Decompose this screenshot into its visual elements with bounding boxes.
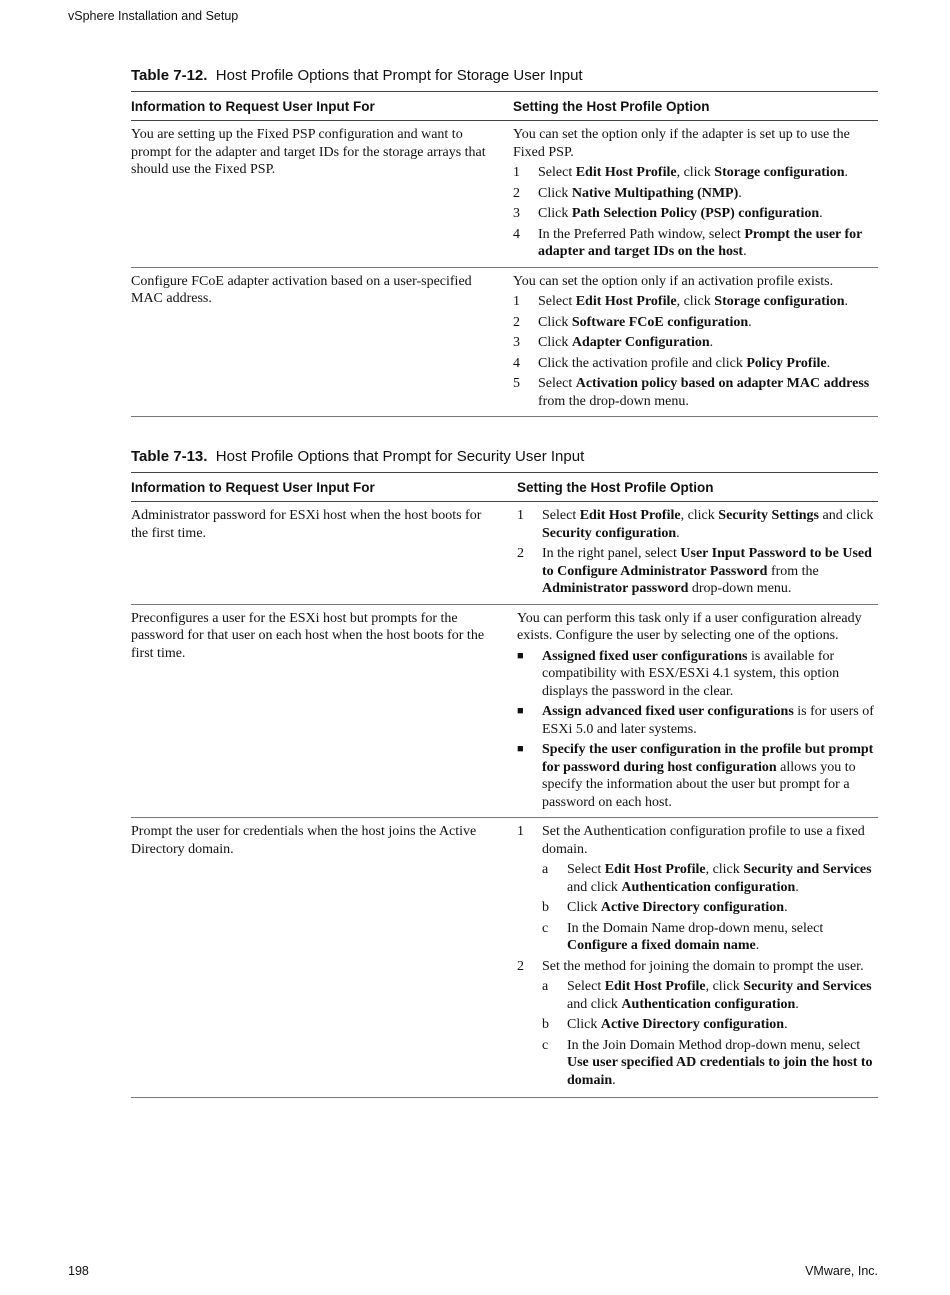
info-cell: Prompt the user for credentials when the host joins the Active Directory domain. <box>131 824 477 857</box>
substep-item: b Click Active Directory configuration. <box>542 900 788 915</box>
step-item: 1 Select Edit Host Profile, click Storage configuration. <box>513 165 849 180</box>
setting-intro: You can perform this task only if a user configuration already exists. Configure the user by selecting one of the options. <box>517 610 862 643</box>
step-item: 2 Click Native Multipathing (NMP). <box>513 185 742 201</box>
table-title: Host Profile Options that Prompt for Storage User Input <box>215 67 583 84</box>
step-item: 4 Click the activation profile and click Policy Profile. <box>513 355 831 371</box>
table-row <box>131 121 878 268</box>
table-caption <box>131 448 878 466</box>
substep-item: c In the Join Domain Method drop-down menu, select Use user specified AD credentials to join the host to domain. <box>542 1037 873 1088</box>
table-7-13 <box>131 448 878 1098</box>
step-item: 5 Select Activation policy based on adapter MAC address from the drop-down menu. <box>513 376 870 409</box>
table-row <box>131 818 878 1098</box>
substep-item: a Select Edit Host Profile, click Security and Services and click Authentication configuration. <box>542 979 872 1012</box>
step-item: 3 Click Path Selection Policy (PSP) configuration. <box>513 206 823 221</box>
setting-intro: You can set the option only if an activation profile exists. <box>513 273 834 289</box>
setting-intro: You can set the option only if the adapter is set up to use the Fixed PSP. <box>513 127 850 160</box>
table-title: Host Profile Options that Prompt for Security User Input <box>215 448 585 465</box>
list-item: ■ Specify the user configuration in the profile but prompt for password during host configuration allows you to specify the information about the user but prompt for a password on each host. <box>517 742 874 810</box>
list-item: ■ Assigned fixed user configurations is available for compatibility with ESX/ESXi 4.1 system, this option displays the password in the clear. <box>517 648 840 699</box>
substep-item: c In the Domain Name drop-down menu, select Configure a fixed domain name. <box>542 920 824 953</box>
square-bullet-icon: ■ <box>517 649 524 662</box>
substep-item: b Click Active Directory configuration. <box>542 1017 788 1032</box>
step-item: 2 Click Software FCoE configuration. <box>513 314 752 330</box>
table-row <box>131 268 878 418</box>
substep-item: a Select Edit Host Profile, click Security and Services and click Authentication configuration. <box>542 862 872 895</box>
setting-cell <box>517 823 878 1089</box>
setting-cell <box>513 273 878 411</box>
square-bullet-icon: ■ <box>517 705 524 717</box>
step-item: 2 Set the method for joining the domain to prompt the user. a Select Edit Host Profile, click Security and Services and click Authentication configuration. b Click Active Directory configuration. c In the Join Domain Method drop-down menu, select Use user specified AD credentials to join the host to domain. <box>517 958 878 1090</box>
step-item: 4 In the Preferred Path window, select Prompt the user for adapter and target IDs on the host. <box>513 226 863 259</box>
info-cell: Preconfigures a user for the ESXi host but prompts for the password for that user on each host when the host boots for the first time. <box>131 610 485 661</box>
square-bullet-icon: ■ <box>517 743 524 755</box>
table-label: Table 7-13. <box>131 448 208 465</box>
table-row <box>131 605 878 819</box>
info-cell: Configure FCoE adapter activation based on a user-specified MAC address. <box>131 273 472 306</box>
footer-company: VMware, Inc. <box>805 1264 878 1278</box>
table-header-row <box>131 91 878 121</box>
table-caption <box>131 67 878 85</box>
column-header-info: Information to Request User Input For <box>131 479 375 495</box>
column-header-setting: Setting the Host Profile Option <box>513 98 710 114</box>
info-cell: You are setting up the Fixed PSP configuration and want to prompt for the adapter and target IDs for the storage arrays that should use the Fixed PSP. <box>131 127 486 177</box>
table-label: Table 7-12. <box>131 67 208 84</box>
step-item: 1 Select Edit Host Profile, click Security Settings and click Security configuration. <box>517 508 874 541</box>
table-header-row <box>131 472 878 502</box>
step-item: 1 Set the Authentication configuration profile to use a fixed domain. a Select Edit Host Profile, click Security and Services and click Authentication configuration. b Click Active Directory configuration. c In the Domain Name drop-down menu, select Configure a fixed domain name. <box>517 823 878 955</box>
table-7-12 <box>131 67 878 417</box>
column-header-info: Information to Request User Input For <box>131 98 375 114</box>
setting-cell <box>517 610 878 812</box>
step-item: 3 Click Adapter Configuration. <box>513 335 714 350</box>
info-cell: Administrator password for ESXi host when the host boots for the first time. <box>131 508 482 541</box>
table-row <box>131 502 878 605</box>
setting-cell <box>517 507 878 598</box>
column-header-setting: Setting the Host Profile Option <box>517 479 714 495</box>
setting-cell <box>513 126 878 261</box>
list-item: ■ Assign advanced fixed user configurations is for users of ESXi 5.0 and later systems. <box>517 704 874 737</box>
running-header: vSphere Installation and Setup <box>68 9 239 23</box>
page-number: 198 <box>68 1264 89 1278</box>
step-item: 2 In the right panel, select User Input Password to be Used to Configure Administrator Password from the Administrator password drop-down menu. <box>517 546 872 596</box>
step-item: 1 Select Edit Host Profile, click Storage configuration. <box>513 294 849 309</box>
